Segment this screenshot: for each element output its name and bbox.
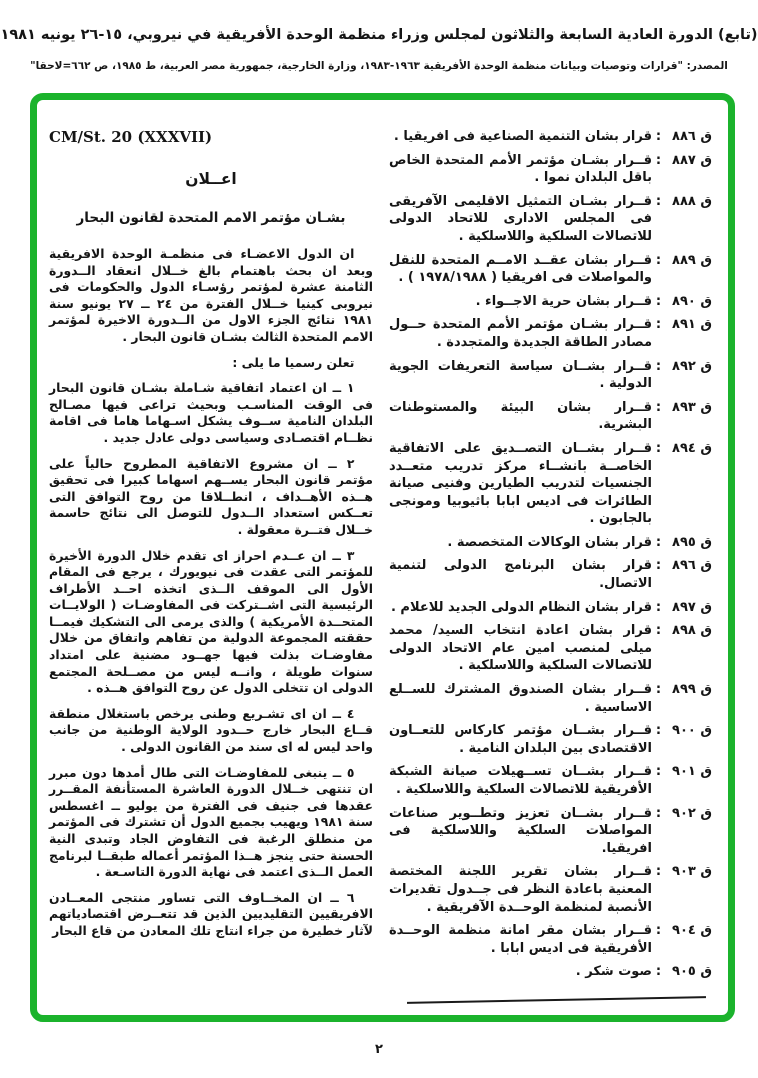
resolution-colon: : xyxy=(655,152,662,168)
declaration-paragraph: ان الدول الاعضـاء فى منظمـة الوحدة الافريقية وبعد ان بحث باهتمام بالغ خــلال انعقاد الــدورة الثامنة عشرة لمؤتمر رؤسـاء الدول والحكومات فى نيروبى كينيا خــلال الفترة من ٢٤ ــ ٢٧ يونيو سنة ١٩٨١ نتائج الجزء الاول من الــدورة الاخيرة لمؤتمر الامم المتحدة الثالث بشـان قانون البحار . xyxy=(49,246,373,344)
resolution-text: قــرار بشــان سياسة التعريفات الجوية الدولية . xyxy=(388,358,652,392)
resolution-text: قــرار بشــان التصــديق على الاتفاقية الخاصــة بانشــاء مركز تدريب متعــدد الجنسيات لتدريب الطيارين وفنيى صيانة الطائرات فى اديس ابابا باثيوبيا ومونجى بالجابون . xyxy=(388,440,652,527)
resolution-text: قرار بشان التنمية الصناعية فى افريقيا . xyxy=(393,129,652,144)
resolution-item xyxy=(389,193,712,246)
resolution-item xyxy=(389,152,712,187)
resolution-item xyxy=(389,863,712,916)
resolution-item xyxy=(389,922,712,957)
resolution-number: ق ٩٠٠ xyxy=(672,723,712,739)
resolution-text: صوت شكر . xyxy=(575,964,652,980)
resolution-item xyxy=(389,534,712,552)
resolution-colon: : xyxy=(655,317,662,333)
declaration-paragraph: ٥ ــ ينبغى للمفاوضـات التى طال أمدها دون مبرر ان تنتهى خــلال الدورة العاشرة المستأنفة المقــرر عقدها فى جنيف فى الفترة من يوليو ــ اغسطس سنة ١٩٨١ ويهيب بجميع الدول أن تشترك فى المؤتمر من منطلق الرغبة فى التفاوض الجاد وتبدى النية الحسنة حتى ينجز هــذا المؤتمر أعماله طبقــا لبرنامج العمل الــذى اعتمد فى نهاية الدورة التاسـعة . xyxy=(49,764,373,880)
resolution-number: ق ٩٠٣ xyxy=(672,864,712,880)
resolution-colon: : xyxy=(655,399,662,415)
resolution-number: ق ٨٩٩ xyxy=(672,682,712,698)
resolution-number: ق ٨٨٧ xyxy=(672,152,712,168)
resolution-text: قــرار بشـان مؤتمر الأمم المتحدة حــول مصادر الطاقة الجديدة والمتجددة . xyxy=(388,317,652,350)
resolution-text: قــرار بشان البيئة والمستوطنات البشرية. xyxy=(388,399,652,433)
resolution-colon: : xyxy=(655,764,662,780)
end-of-list-rule xyxy=(407,996,706,1004)
resolution-text: قــرار بشان مقر امانة منظمة الوحــدة الأفريقية فى اديس ابابا . xyxy=(388,923,652,956)
resolution-colon: : xyxy=(655,558,662,574)
resolution-text: قــرار بشـان مؤتمر الأمم المتحدة الخاص باقل البلدان نموا . xyxy=(388,152,652,186)
resolution-number: ق ٨٩٦ xyxy=(672,558,712,574)
resolution-colon: : xyxy=(655,129,662,144)
resolution-item xyxy=(389,358,712,393)
declaration-subtitle: بشـان مؤتمر الامم المتحدة لقانون البحار xyxy=(76,210,346,226)
resolution-text: قــرار بشــان مؤتمر كاركاس للتعــاون الاقتصادى بين البلدان النامية . xyxy=(388,723,652,756)
resolution-text: قرار بشان النظام الدولى الجديد للاعلام . xyxy=(390,599,652,615)
resolution-item xyxy=(389,399,712,434)
resolution-item xyxy=(389,681,712,716)
resolution-colon: : xyxy=(655,599,662,615)
resolution-item xyxy=(389,252,712,287)
declaration-paragraph: ٦ ــ ان المخــاوف التى تساور منتجى المعــادن الافريقيين التقليديين الذين قد تتعــرض اقتصادياتهم لآثار خطيرة من جراء انتاج تلك المعادن من قاع البحار xyxy=(49,889,373,938)
resolution-text: قرار بشان الوكالات المتخصصة . xyxy=(447,534,652,550)
resolution-number: ق ٨٨٩ xyxy=(672,252,712,268)
resolution-colon: : xyxy=(655,252,662,268)
resolution-item xyxy=(389,963,712,981)
declaration-paragraph: تعلن رسميا ما يلى : xyxy=(232,354,355,370)
resolution-item xyxy=(389,440,712,528)
resolution-text: قــرار بشــان تســهيلات صيانة الشبكة الأفريقية للاتصالات السلكية واللاسلكية . xyxy=(388,764,652,797)
page-number: ٢ xyxy=(375,1042,383,1057)
resolution-number: ق ٨٩٥ xyxy=(672,534,712,550)
resolution-text: قــرار بشان تقرير اللجنة المختصة المعنية باعادة النظر فى جــدول تقديرات الأنصبة لمنظمة الوحــدة الآفريقية . xyxy=(388,864,652,915)
resolution-item xyxy=(389,622,712,675)
resolution-colon: : xyxy=(655,864,662,880)
resolution-number: ق ٨٩٠ xyxy=(672,293,712,309)
resolution-number: ق ٨٩٣ xyxy=(672,399,712,415)
declaration-paragraph: ١ ــ ان اعتماد اتفاقية شـاملة بشـان قانون البحار فى الوقت المناسـب وبحيث تراعى فيها مصـالح البلدان النامية ســوف يشكل اسـهاما هاما فى اقامة نظــام اقتصـادى وسياسى دولى عادل جديد . xyxy=(49,380,373,445)
resolution-text: قــرار بشان الصندوق المشترك للســلع الاساسية . xyxy=(388,682,652,715)
resolution-item xyxy=(389,805,712,858)
resolution-colon: : xyxy=(655,293,662,309)
resolution-colon: : xyxy=(655,623,662,639)
resolution-text: قــرار بشان عقــد الامــم المتحدة للنقل والمواصلات فى افريقيا ( ١٩٧٨/١٩٨٨ ) . xyxy=(388,252,652,286)
resolution-colon: : xyxy=(655,358,662,374)
resolution-colon: : xyxy=(655,193,662,209)
resolution-colon: : xyxy=(655,723,662,739)
resolution-number: ق ٨٩٢ xyxy=(672,358,712,374)
resolution-number: ق ٩٠١ xyxy=(672,764,712,780)
resolution-number: ق ٨٨٨ xyxy=(672,193,712,209)
declaration-body xyxy=(49,246,373,940)
resolution-number: ق ٨٩٨ xyxy=(672,623,712,639)
header-source-line: المصدر: "قرارات وتوصيات وبيانات منظمة الوحدة الأفريقية ١٩٦٣-١٩٨٣، وزارة الخارجية، جمهورية مصر العربية، ط ١٩٨٥، ص ٦٦٢=لاحقا" xyxy=(30,60,728,72)
resolution-item xyxy=(389,316,712,351)
resolution-item xyxy=(389,763,712,798)
declaration-paragraph: ٤ ــ ان اى تشـريع وطنى يرخص باستغلال منطقة قــاع البحار خارج حــدود الولاية الوطنية من جانب واحد ليس له اى سند من القانون الدولى . xyxy=(49,705,373,755)
resolution-item xyxy=(389,128,712,146)
resolution-number: ق ٩٠٢ xyxy=(672,805,712,821)
resolution-number: ق ٨٩٤ xyxy=(672,440,712,456)
resolution-text: قــرار بشـان التمثيل الاقليمى الآفريقى فى المجلس الادارى للاتحاد الدولى للاتصالات السلكية واللاسلكية . xyxy=(388,193,652,244)
declaration-title: اعــلان xyxy=(185,170,237,188)
declaration-paragraph: ٢ ــ ان مشروع الاتفاقية المطروح حالياً على مؤتمر قانون البحار يســهم اسهاما كبيرا فى تحقيق هــذه الأهــداف ، انطــلاقا من روح التوافق التى تعــكس استعداد الــدول للتوصل الى نتائج حاسمة خــلال فتــرة معقولة . xyxy=(49,455,373,537)
resolution-colon: : xyxy=(655,805,662,821)
resolution-number: ق ٩٠٤ xyxy=(672,923,712,939)
resolution-number: ق ٩٠٥ xyxy=(672,964,712,980)
resolution-text: قرار بشان البرنامج الدولى لتنمية الاتصال. xyxy=(388,558,652,592)
declaration-column xyxy=(49,120,373,1009)
resolution-colon: : xyxy=(655,682,662,698)
resolution-item xyxy=(389,557,712,592)
resolution-number: ق ٨٨٦ xyxy=(672,129,712,144)
resolution-colon: : xyxy=(655,440,662,456)
declaration-paragraph: ٣ ــ ان عــدم احراز اى تقدم خلال الدورة الأخيرة للمؤتمر التى عقدت فى نيويورك ، يرجع فى المقام الأول الى الموقف الــذى اتخذه احــد الأطراف الرئيسية التى اشــتركت فى المفاوضـات ( الولايــات المتحــدة الأمريكية ) والذى يرمى الى التشكيك فيمــا حققته المجموعة الدولية من تفاهم واتفاق من خلال مفاوضـات بذلت فيها جهــود مضنية على امتداد سنوات طويلة ، وانــه ليس من مصــلحة المجتمع الدولى ان تتخلى الدول عن روح التوافق هــذه . xyxy=(49,547,373,696)
resolutions-column xyxy=(389,120,712,1009)
resolution-colon: : xyxy=(655,923,662,939)
document-frame xyxy=(30,93,735,1022)
resolution-text: قــرار بشان حرية الاجــواء . xyxy=(475,293,652,309)
resolution-item xyxy=(389,599,712,617)
resolution-text: قرار بشان اعادة انتخاب السيد/ محمد ميلى لمنصب امين عام الاتحاد الدولى للاتصالات السلكية واللاسلكية . xyxy=(388,623,652,674)
resolution-text: قــرار بشــان تعزيز وتطــوير صناعات المواصلات السلكية واللاسلكية فى افريقيا. xyxy=(388,805,652,856)
resolution-item xyxy=(389,293,712,311)
header-session-line: (تابع) الدورة العادية السابعة والثلاثون لمجلس وزراء منظمة الوحدة الأفريقية في نيروبي، ١٥-٢٦ يونيه ١٩٨١ xyxy=(0,27,758,43)
resolution-colon: : xyxy=(655,534,662,550)
resolution-number: ق ٨٩٧ xyxy=(672,599,712,615)
resolution-item xyxy=(389,722,712,757)
resolutions-list xyxy=(389,128,712,981)
document-reference: CM/St. 20 (XXXVII) xyxy=(49,128,213,146)
resolution-colon: : xyxy=(655,964,662,980)
resolution-number: ق ٨٩١ xyxy=(672,317,712,333)
